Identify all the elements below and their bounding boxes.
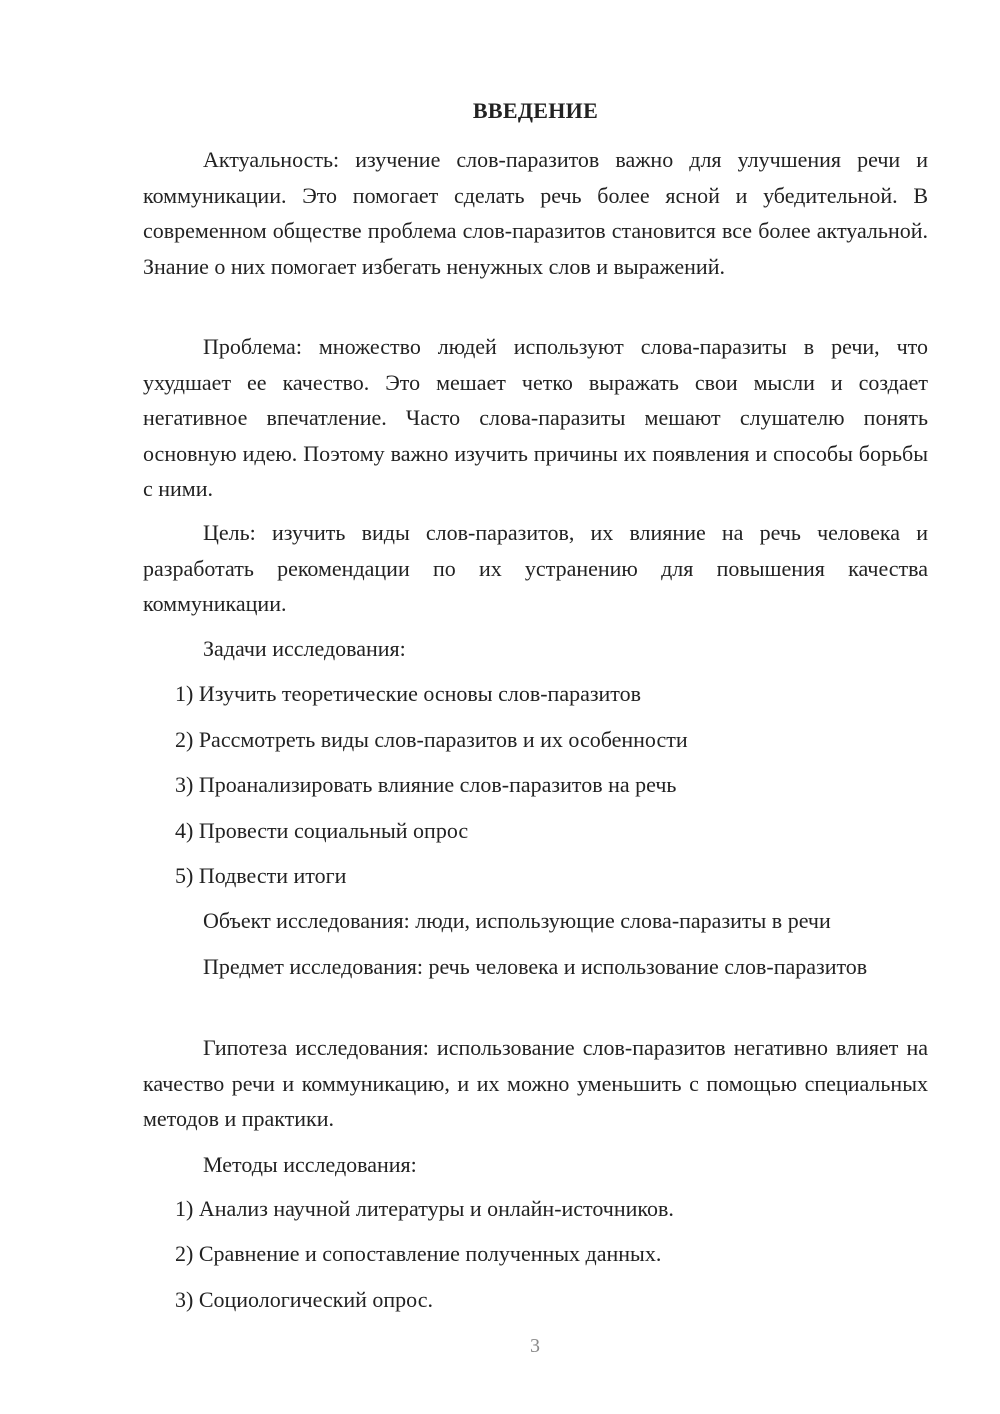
task-item: 5) Подвести итоги (175, 863, 347, 888)
goal-paragraph: Цель: изучить виды слов-паразитов, их влияние на речь человека и разработать рекомендации по их устранению для повышения качества коммуникации. (143, 520, 928, 616)
method-item: 2) Сравнение и сопоставление полученных данных. (175, 1241, 662, 1266)
method-item: 3) Социологический опрос. (175, 1287, 433, 1312)
methods-heading: Методы исследования: (203, 1152, 417, 1177)
hypothesis-paragraph: Гипотеза исследования: использование слов-паразитов негативно влияет на качество речи и коммуникацию, и их можно уменьшить с помощью специальных методов и практики. (143, 1035, 928, 1131)
task-item: 4) Провести социальный опрос (175, 818, 469, 843)
relevance-paragraph: Актуальность: изучение слов-паразитов важно для улучшения речи и коммуникации. Это помогает сделать речь более ясной и убедительной. В современном обществе проблема слов-паразитов становится все более актуальной. Знание о них помогает избегать ненужных слов и выражений. (143, 147, 928, 279)
page-number: 3 (530, 1335, 540, 1357)
method-item: 1) Анализ научной литературы и онлайн-источников. (175, 1196, 674, 1221)
tasks-heading: Задачи исследования: (203, 636, 406, 661)
task-item: 3) Проанализировать влияние слов-паразитов на речь (175, 772, 677, 797)
subject-paragraph: Предмет исследования: речь человека и использование слов-паразитов (203, 954, 868, 979)
object-paragraph: Объект исследования: люди, использующие слова-паразиты в речи (203, 908, 831, 933)
task-item: 1) Изучить теоретические основы слов-паразитов (175, 681, 642, 706)
problem-paragraph: Проблема: множество людей используют слова-паразиты в речи, что ухудшает ее качество. Это мешает четко выражать свои мысли и создает негативное впечатление. Часто слова-паразиты мешают слушателю понять основную идею. Поэтому важно изучить причины их появления и способы борьбы с ними. (143, 334, 928, 501)
section-title: ВВЕДЕНИЕ (472, 98, 599, 123)
task-item: 2) Рассмотреть виды слов-паразитов и их особенности (175, 727, 688, 752)
